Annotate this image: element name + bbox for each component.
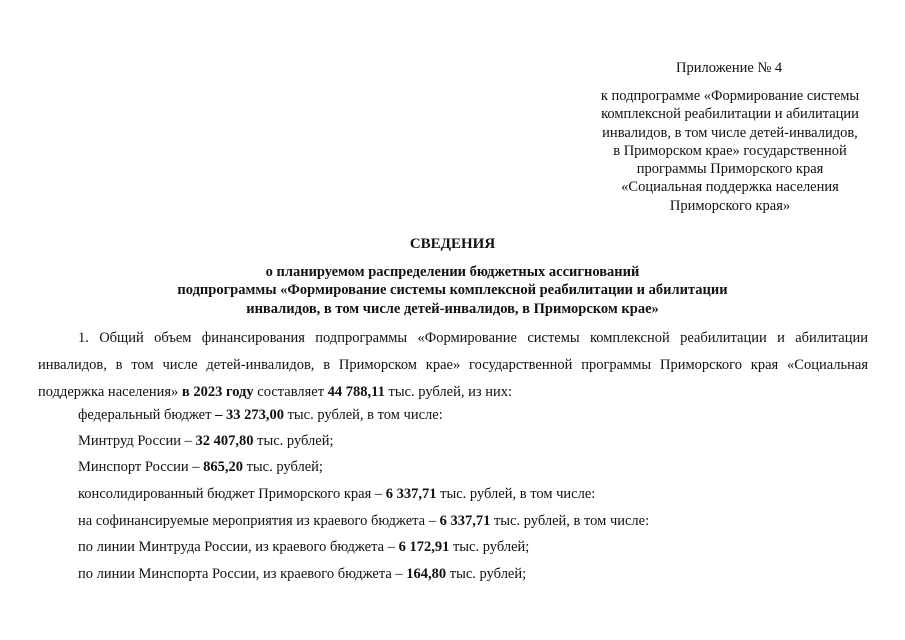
financing-paragraph <box>38 325 868 406</box>
paragraph-line <box>38 379 868 406</box>
item-label: Минспорт России – <box>78 459 204 475</box>
paragraph-text: тыс. рублей, из них: <box>384 384 512 400</box>
total-amount: 44 788,11 <box>327 384 385 400</box>
budget-item-minsport <box>78 458 323 476</box>
budget-item-mintrud-regional <box>78 538 529 556</box>
item-amount: 6 337,71 <box>385 486 437 502</box>
appendix-line: к подпрограмме «Формирование системы <box>600 88 860 104</box>
item-suffix: тыс. рублей, в том числе: <box>283 407 443 423</box>
appendix-title: Приложение № 4 <box>676 60 783 76</box>
financing-year: в 2023 году <box>181 384 254 400</box>
item-label: федеральный бюджет <box>78 407 216 423</box>
appendix-line: Приморского края» <box>669 197 791 214</box>
item-label: по линии Минспорта России, из краевого бюджета – <box>78 566 407 582</box>
item-label: по линии Минтруда России, из краевого бюджета – <box>78 539 399 555</box>
budget-item-federal <box>78 406 443 424</box>
item-suffix: тыс. рублей; <box>253 433 334 449</box>
budget-item-mintrud <box>78 432 334 450</box>
budget-item-cofinanced <box>78 512 649 530</box>
paragraph-text: составляет <box>253 384 328 400</box>
item-suffix: тыс. рублей; <box>446 566 527 582</box>
subtitle-line: о планируемом распределении бюджетных ассигнований <box>265 264 640 280</box>
item-amount: 6 172,91 <box>398 539 450 555</box>
item-amount: 6 337,71 <box>439 513 491 529</box>
item-label: консолидированный бюджет Приморского края – <box>78 486 386 502</box>
appendix-line: «Социальная поддержка населения <box>621 179 839 196</box>
paragraph-text: поддержка населения» <box>38 384 182 400</box>
item-amount: – 33 273,00 <box>215 407 284 423</box>
document-subtitle <box>80 263 825 318</box>
appendix-line: в Приморском крае» государственной <box>613 142 847 159</box>
appendix-line: комплексной реабилитации и абилитации <box>601 106 859 123</box>
subtitle-line: инвалидов, в том числе детей-инвалидов, в Приморском крае» <box>246 300 659 317</box>
item-amount: 32 407,80 <box>195 433 254 449</box>
budget-item-consolidated <box>78 485 595 503</box>
item-suffix: тыс. рублей; <box>242 459 323 475</box>
appendix-reference <box>582 87 878 215</box>
appendix-line: программы Приморского края <box>636 161 824 178</box>
item-label: на софинансируемые мероприятия из краевого бюджета – <box>78 513 440 529</box>
appendix-line: инвалидов, в том числе детей-инвалидов, <box>602 124 858 141</box>
item-suffix: тыс. рублей, в том числе: <box>490 513 650 529</box>
paragraph-line: 1. Общий объем финансирования подпрограммы «Формирование системы комплексной реабилитации и абилитации <box>78 330 868 346</box>
item-suffix: тыс. рублей; <box>449 539 530 555</box>
item-label: Минтруд России – <box>78 433 196 449</box>
paragraph-line: инвалидов, в том числе детей-инвалидов, в Приморском крае» государственной программы Приморского края «Социальная <box>38 357 868 373</box>
item-amount: 865,20 <box>203 459 243 475</box>
budget-item-minsport-regional <box>78 565 526 583</box>
document-title: СВЕДЕНИЯ <box>409 236 496 252</box>
item-suffix: тыс. рублей, в том числе: <box>436 486 596 502</box>
item-amount: 164,80 <box>406 566 447 582</box>
subtitle-line: подпрограммы «Формирование системы комплексной реабилитации и абилитации <box>177 282 728 299</box>
